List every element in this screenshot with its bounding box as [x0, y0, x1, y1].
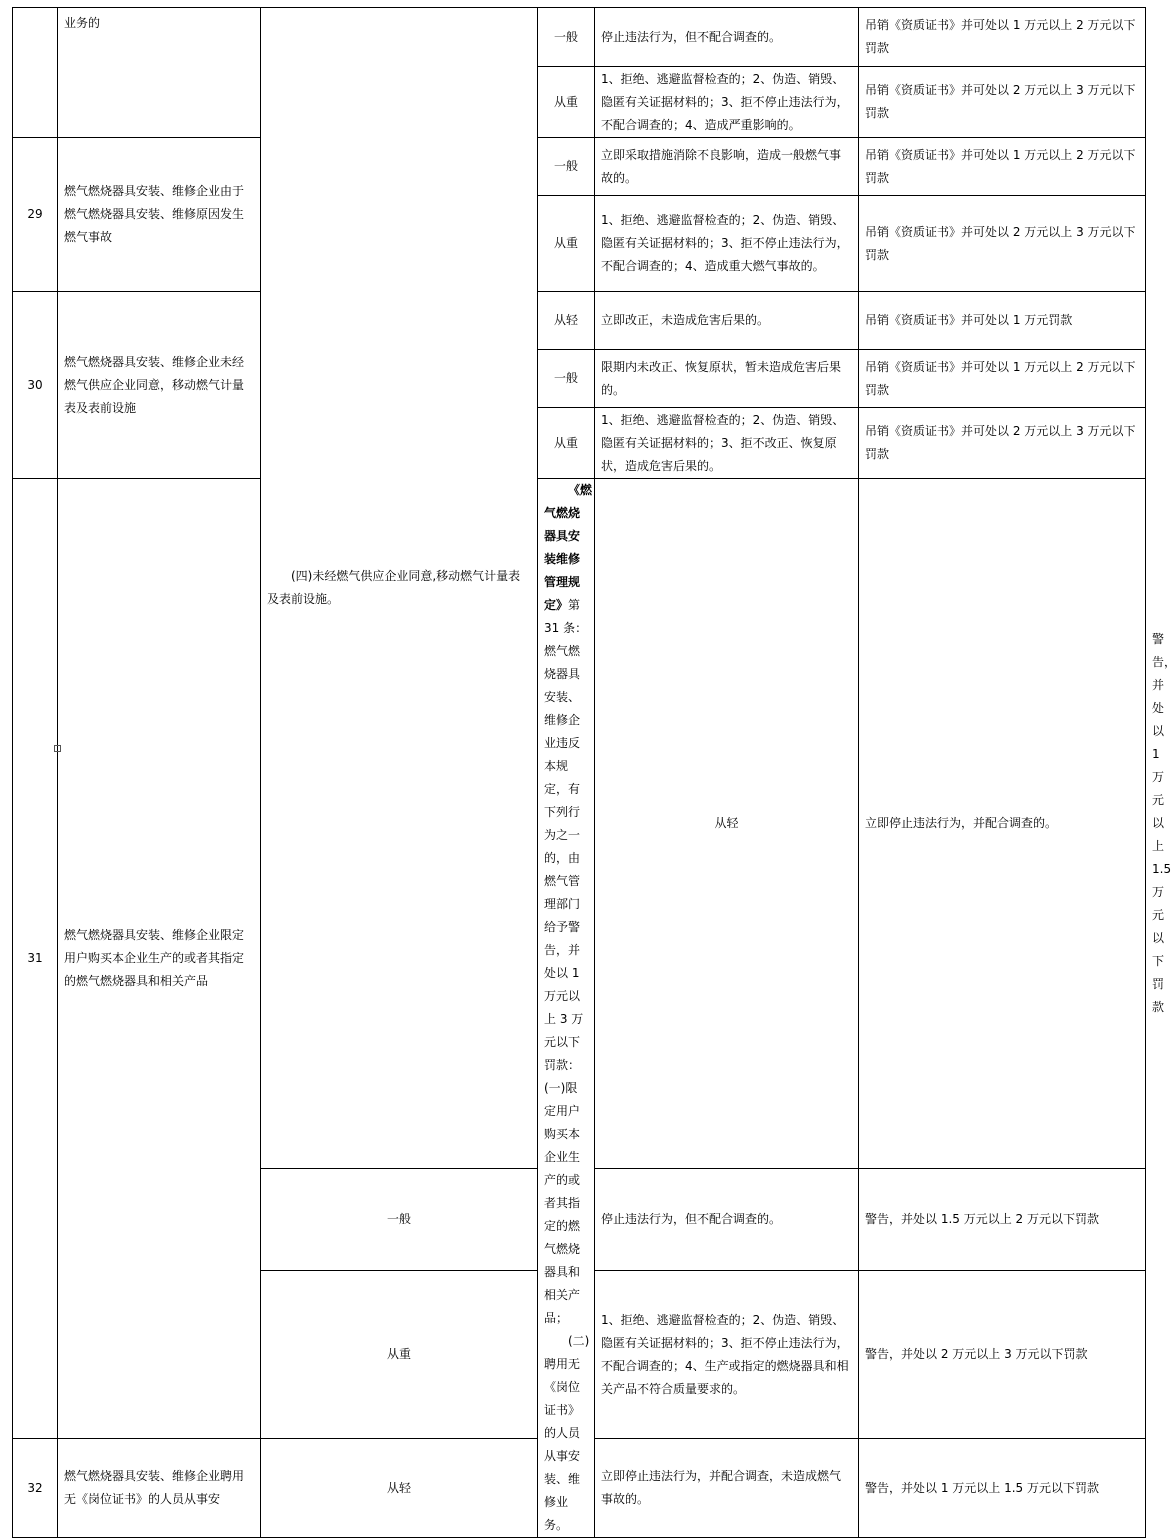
penalty-cell: 吊销《资质证书》并可处以 1 万元以上 2 万元以下罚款 — [859, 8, 1146, 67]
circumstance-cell: 停止违法行为，但不配合调查的。 — [595, 8, 859, 67]
row-number-cell: 31 — [13, 479, 58, 1439]
table-row: 31 燃气燃烧器具安装、维修企业限定用户购买本企业生产的或者其指定的燃气燃烧器具和相关产品 《燃气燃烧器具安装维修管理规定》第 31 条：燃气燃烧器具安装、维修企业违反本规定，有下列行为之一的，由燃气管理部门给予警告，并处以 1 万元以上 3 万元以下罚款：(一)限定用户购买本企业生产的或者其指定的燃气燃烧器具和相关产品； (二)聘用无《岗位证书》的人员从事安装、维修业务。 从轻 立即停止违法行为，并配合调查的。 警告，并处以 1 万元以上 1.5 万元以下罚款 — [13, 479, 1146, 1169]
penalty-cell: 吊销《资质证书》并可处以 1 万元罚款 — [859, 292, 1146, 350]
row-number-cell: 30 — [13, 292, 58, 479]
level-cell: 从重 — [538, 196, 595, 292]
regulation-title: 《燃气燃烧器具安装维修管理规定》 — [544, 483, 593, 612]
violation-subject-cell: 燃气燃烧器具安装、维修企业未经燃气供应企业同意，移动燃气计量表及表前设施 — [58, 292, 261, 479]
circumstance-cell: 1、拒绝、逃避监督检查的；2、伪造、销毁、隐匿有关证据材料的；3、拒不停止违法行为，不配合调查的；4、生产或指定的燃烧器具和相关产品不符合质量要求的。 — [595, 1270, 859, 1439]
article-text: 第 31 条：燃气燃烧器具安装、维修企业违反本规定，有下列行为之一的，由燃气管理部门给予警告，并处以 1 万元以上 3 万元以下罚款：(一)限定用户购买本企业生产的或者其指定的燃气燃烧器具和相关产品； — [544, 598, 588, 1325]
legal-basis-text: (二)聘用无《岗位证书》的人员从事安装、维修业务。 — [544, 1334, 590, 1532]
circumstance-cell: 立即改正，未造成危害后果的。 — [595, 292, 859, 350]
table-row — [13, 292, 1146, 350]
level-cell: 从重 — [538, 408, 595, 479]
penalty-cell: 吊销《资质证书》并可处以 1 万元以上 2 万元以下罚款 — [859, 350, 1146, 408]
row-number-cell: 32 — [13, 1439, 58, 1538]
row-number-cell — [13, 8, 58, 138]
violation-subject-cell: 业务的 — [58, 8, 261, 138]
level-cell: 一般 — [261, 1168, 538, 1270]
violation-subject-cell: 燃气燃烧器具安装、维修企业聘用无《岗位证书》的人员从事安 — [58, 1439, 261, 1538]
level-cell: 从轻 — [595, 479, 859, 1169]
circumstance-cell: 1、拒绝、逃避监督检查的；2、伪造、销毁、隐匿有关证据材料的；3、拒不停止违法行为，不配合调查的；4、造成重大燃气事故的。 — [595, 196, 859, 292]
legal-basis-cell — [538, 479, 595, 1538]
violation-subject-cell: 燃气燃烧器具安装、维修企业由于燃气燃烧器具安装、维修原因发生燃气事故 — [58, 138, 261, 292]
penalty-standard-table — [12, 7, 1176, 1538]
legal-basis-text — [544, 479, 593, 1330]
level-cell: 一般 — [538, 138, 595, 196]
penalty-cell: 吊销《资质证书》并可处以 1 万元以上 2 万元以下罚款 — [859, 138, 1146, 196]
circumstance-cell: 立即停止违法行为，并配合调查的。 — [859, 479, 1146, 1169]
level-cell: 从重 — [261, 1270, 538, 1439]
row-number-cell: 29 — [13, 138, 58, 292]
penalty-cell: 吊销《资质证书》并可处以 2 万元以上 3 万元以下罚款 — [859, 196, 1146, 292]
circumstance-cell: 立即停止违法行为，并配合调查，未造成燃气事故的。 — [595, 1439, 859, 1538]
legal-basis-cell — [261, 8, 538, 1169]
penalty-cell: 吊销《资质证书》并可处以 2 万元以上 3 万元以下罚款 — [859, 67, 1146, 138]
violation-subject-cell: 燃气燃烧器具安装、维修企业限定用户购买本企业生产的或者其指定的燃气燃烧器具和相关产品 — [58, 479, 261, 1439]
level-cell: 一般 — [538, 8, 595, 67]
circumstance-cell: 1、拒绝、逃避监督检查的；2、伪造、销毁、隐匿有关证据材料的；3、拒不停止违法行为，不配合调查的；4、造成严重影响的。 — [595, 67, 859, 138]
table-row — [13, 138, 1146, 196]
circumstance-cell: 停止违法行为，但不配合调查的。 — [595, 1168, 859, 1270]
level-cell: 从重 — [538, 67, 595, 138]
table-row — [13, 8, 1146, 67]
paragraph-mark — [54, 745, 61, 752]
circumstance-cell: 限期内未改正、恢复原状，暂未造成危害后果的。 — [595, 350, 859, 408]
legal-basis-text: (四)未经燃气供应企业同意,移动燃气计量表及表前设施。 — [267, 568, 521, 606]
level-cell: 一般 — [538, 350, 595, 408]
penalty-cell: 警告，并处以 1 万元以上 1.5 万元以下罚款 — [859, 1439, 1146, 1538]
level-cell: 从轻 — [538, 292, 595, 350]
penalty-cell: 警告，并处以 1.5 万元以上 2 万元以下罚款 — [859, 1168, 1146, 1270]
circumstance-cell: 1、拒绝、逃避监督检查的；2、伪造、销毁、隐匿有关证据材料的；3、拒不改正、恢复原状，造成危害后果的。 — [595, 408, 859, 479]
circumstance-cell: 立即采取措施消除不良影响，造成一般燃气事故的。 — [595, 138, 859, 196]
level-cell: 从轻 — [261, 1439, 538, 1538]
penalty-cell: 警告，并处以 2 万元以上 3 万元以下罚款 — [859, 1270, 1146, 1439]
penalty-cell: 吊销《资质证书》并可处以 2 万元以上 3 万元以下罚款 — [859, 408, 1146, 479]
